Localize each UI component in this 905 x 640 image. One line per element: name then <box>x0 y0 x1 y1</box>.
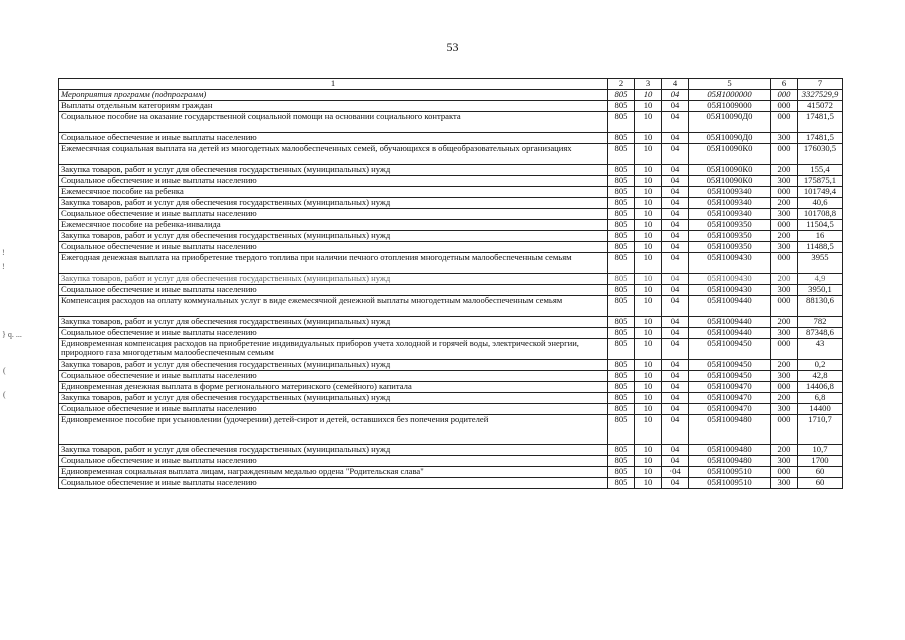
table-row <box>59 445 843 456</box>
code-expense-type-cell: 300 <box>771 328 798 339</box>
amount-cell: 60 <box>798 478 843 489</box>
code-expense-type-cell: 200 <box>771 360 798 371</box>
item-name-cell: Закупка товаров, работ и услуг для обеспечения государственных (муниципальных) нужд <box>59 317 608 328</box>
code-section-cell: 10 <box>635 144 662 165</box>
code-expense-type-cell: 300 <box>771 456 798 467</box>
code-admin-cell: 805 <box>608 253 635 274</box>
code-subsection-cell: 04 <box>662 90 689 101</box>
item-name-cell: Социальное обеспечение и иные выплаты населению <box>59 242 608 253</box>
code-target-cell: 05Я1000000 <box>689 90 771 101</box>
code-section-cell: 10 <box>635 360 662 371</box>
code-target-cell: 05Я1009440 <box>689 317 771 328</box>
code-admin-cell: 805 <box>608 101 635 112</box>
amount-cell: 42,8 <box>798 371 843 382</box>
code-admin-cell: 805 <box>608 478 635 489</box>
code-expense-type-cell: 300 <box>771 209 798 220</box>
table-row <box>59 317 843 328</box>
amount-cell: 101749,4 <box>798 187 843 198</box>
code-admin-cell: 805 <box>608 296 635 317</box>
header-cell: 1 <box>59 79 608 90</box>
item-name-cell: Закупка товаров, работ и услуг для обеспечения государственных (муниципальных) нужд <box>59 231 608 242</box>
code-expense-type-cell: 200 <box>771 393 798 404</box>
code-admin-cell: 805 <box>608 317 635 328</box>
code-admin-cell: 805 <box>608 360 635 371</box>
amount-cell: 11488,5 <box>798 242 843 253</box>
item-name-cell: Единовременное пособие при усыновлении (удочерении) детей-сирот и детей, оставшихся без попечения родителей <box>59 415 608 445</box>
item-name-cell: Социальное обеспечение и иные выплаты населению <box>59 176 608 187</box>
amount-cell: 176030,5 <box>798 144 843 165</box>
code-expense-type-cell: 000 <box>771 220 798 231</box>
table-row <box>59 90 843 101</box>
code-subsection-cell: 04 <box>662 165 689 176</box>
code-expense-type-cell: 000 <box>771 187 798 198</box>
amount-cell: 14406,8 <box>798 382 843 393</box>
item-name-cell: Социальное обеспечение и иные выплаты населению <box>59 404 608 415</box>
code-section-cell: 10 <box>635 404 662 415</box>
code-expense-type-cell: 000 <box>771 101 798 112</box>
code-expense-type-cell: 000 <box>771 296 798 317</box>
code-subsection-cell: 04 <box>662 317 689 328</box>
item-name-cell: Закупка товаров, работ и услуг для обеспечения государственных (муниципальных) нужд <box>59 360 608 371</box>
code-section-cell: 10 <box>635 187 662 198</box>
code-target-cell: 05Я1009350 <box>689 242 771 253</box>
code-section-cell: 10 <box>635 220 662 231</box>
code-subsection-cell: 04 <box>662 339 689 360</box>
code-admin-cell: 805 <box>608 198 635 209</box>
code-admin-cell: 805 <box>608 176 635 187</box>
code-expense-type-cell: 200 <box>771 198 798 209</box>
item-name-cell: Социальное обеспечение и иные выплаты населению <box>59 328 608 339</box>
table-row <box>59 467 843 478</box>
item-name-cell: Закупка товаров, работ и услуг для обеспечения государственных (муниципальных) нужд <box>59 393 608 404</box>
code-expense-type-cell: 000 <box>771 253 798 274</box>
code-subsection-cell: 04 <box>662 456 689 467</box>
code-subsection-cell: 04 <box>662 198 689 209</box>
code-subsection-cell: 04 <box>662 328 689 339</box>
code-expense-type-cell: 300 <box>771 242 798 253</box>
code-subsection-cell: 04 <box>662 133 689 144</box>
code-target-cell: 05Я1009350 <box>689 231 771 242</box>
code-section-cell: 10 <box>635 456 662 467</box>
code-admin-cell: 805 <box>608 242 635 253</box>
code-expense-type-cell: 000 <box>771 112 798 133</box>
code-subsection-cell: 04 <box>662 296 689 317</box>
code-section-cell: 10 <box>635 339 662 360</box>
code-section-cell: 10 <box>635 253 662 274</box>
code-target-cell: 05Я10090К0 <box>689 176 771 187</box>
code-target-cell: 05Я1009430 <box>689 285 771 296</box>
amount-cell: 43 <box>798 339 843 360</box>
table-header-row <box>59 79 843 90</box>
item-name-cell: Выплаты отдельным категориям граждан <box>59 101 608 112</box>
margin-mark: ( <box>3 366 6 375</box>
code-section-cell: 10 <box>635 328 662 339</box>
header-cell: 3 <box>635 79 662 90</box>
code-target-cell: 05Я1009450 <box>689 360 771 371</box>
item-name-cell: Единовременная компенсация расходов на приобретение индивидуальных приборов учета холодной и горячей воды, электрической энергии, природного газа многодетным малообеспеченным семьям <box>59 339 608 360</box>
code-target-cell: 05Я1009480 <box>689 445 771 456</box>
code-target-cell: 05Я1009510 <box>689 467 771 478</box>
code-section-cell: 10 <box>635 209 662 220</box>
header-cell: 7 <box>798 79 843 90</box>
amount-cell: 3327529,9 <box>798 90 843 101</box>
amount-cell: 60 <box>798 467 843 478</box>
code-target-cell: 05Я1009440 <box>689 328 771 339</box>
code-subsection-cell: 04 <box>662 242 689 253</box>
code-expense-type-cell: 300 <box>771 133 798 144</box>
item-name-cell: Единовременная денежная выплата в форме регионального материнского (семейного) капитала <box>59 382 608 393</box>
code-section-cell: 10 <box>635 285 662 296</box>
code-expense-type-cell: 000 <box>771 382 798 393</box>
table-row <box>59 198 843 209</box>
margin-mark: ! <box>2 248 5 257</box>
table-row <box>59 404 843 415</box>
code-expense-type-cell: 200 <box>771 165 798 176</box>
item-name-cell: Социальное обеспечение и иные выплаты населению <box>59 456 608 467</box>
code-section-cell: 10 <box>635 317 662 328</box>
code-section-cell: 10 <box>635 478 662 489</box>
amount-cell: 0,2 <box>798 360 843 371</box>
amount-cell: 11504,5 <box>798 220 843 231</box>
item-name-cell: Социальное обеспечение и иные выплаты населению <box>59 285 608 296</box>
code-subsection-cell: 04 <box>662 371 689 382</box>
amount-cell: 155,4 <box>798 165 843 176</box>
table-row <box>59 144 843 165</box>
code-expense-type-cell: 300 <box>771 371 798 382</box>
code-target-cell: 05Я1009340 <box>689 209 771 220</box>
code-admin-cell: 805 <box>608 90 635 101</box>
code-admin-cell: 805 <box>608 220 635 231</box>
code-target-cell: 05Я1009450 <box>689 339 771 360</box>
code-target-cell: 05Я1009350 <box>689 220 771 231</box>
code-admin-cell: 805 <box>608 404 635 415</box>
code-target-cell: 05Я1009470 <box>689 393 771 404</box>
item-name-cell: Ежемесячное пособие на ребенка <box>59 187 608 198</box>
code-target-cell: 05Я1009450 <box>689 371 771 382</box>
table-row <box>59 393 843 404</box>
code-section-cell: 10 <box>635 242 662 253</box>
code-subsection-cell: 04 <box>662 187 689 198</box>
code-subsection-cell: 04 <box>662 176 689 187</box>
code-section-cell: 10 <box>635 445 662 456</box>
code-admin-cell: 805 <box>608 415 635 445</box>
table-row <box>59 253 843 274</box>
code-subsection-cell: 04 <box>662 404 689 415</box>
code-target-cell: 05Я1009480 <box>689 456 771 467</box>
code-expense-type-cell: 000 <box>771 415 798 445</box>
code-subsection-cell: 04 <box>662 360 689 371</box>
code-expense-type-cell: 300 <box>771 176 798 187</box>
code-section-cell: 10 <box>635 393 662 404</box>
code-expense-type-cell: 000 <box>771 339 798 360</box>
code-admin-cell: 805 <box>608 112 635 133</box>
table-row <box>59 220 843 231</box>
code-section-cell: 10 <box>635 415 662 445</box>
table-row <box>59 274 843 285</box>
amount-cell: 14400 <box>798 404 843 415</box>
code-admin-cell: 805 <box>608 165 635 176</box>
code-target-cell: 05Я1009430 <box>689 253 771 274</box>
code-subsection-cell: 04 <box>662 415 689 445</box>
code-target-cell: 05Я1009480 <box>689 415 771 445</box>
code-admin-cell: 805 <box>608 456 635 467</box>
table-row <box>59 456 843 467</box>
amount-cell: 17481,5 <box>798 133 843 144</box>
item-name-cell: Мероприятия программ (подпрограмм) <box>59 90 608 101</box>
code-subsection-cell: 04 <box>662 393 689 404</box>
table-row <box>59 478 843 489</box>
code-subsection-cell: 04 <box>662 101 689 112</box>
code-subsection-cell: 04 <box>662 445 689 456</box>
header-cell: 6 <box>771 79 798 90</box>
code-target-cell: 05Я10090Д0 <box>689 133 771 144</box>
code-subsection-cell: ·04 <box>662 467 689 478</box>
code-admin-cell: 805 <box>608 382 635 393</box>
code-expense-type-cell: 000 <box>771 144 798 165</box>
table-row <box>59 360 843 371</box>
table-row <box>59 112 843 133</box>
amount-cell: 782 <box>798 317 843 328</box>
code-admin-cell: 805 <box>608 285 635 296</box>
page-number: 53 <box>446 40 459 54</box>
item-name-cell: Социальное обеспечение и иные выплаты населению <box>59 133 608 144</box>
code-target-cell: 05Я10090К0 <box>689 144 771 165</box>
table-row <box>59 187 843 198</box>
amount-cell: 1700 <box>798 456 843 467</box>
table-row <box>59 328 843 339</box>
code-admin-cell: 805 <box>608 231 635 242</box>
table-row <box>59 415 843 445</box>
code-expense-type-cell: 300 <box>771 285 798 296</box>
code-target-cell: 05Я1009470 <box>689 382 771 393</box>
item-name-cell: Компенсация расходов на оплату коммунальных услуг в виде ежемесячной денежной выплаты многодетным малообеспеченным семьям <box>59 296 608 317</box>
item-name-cell: Социальное пособие на оказание государственной социальной помощи на основании социального контракта <box>59 112 608 133</box>
code-subsection-cell: 04 <box>662 274 689 285</box>
code-subsection-cell: 04 <box>662 478 689 489</box>
amount-cell: 17481,5 <box>798 112 843 133</box>
budget-table <box>58 78 843 489</box>
code-subsection-cell: 04 <box>662 220 689 231</box>
table-row <box>59 165 843 176</box>
table-row <box>59 339 843 360</box>
code-expense-type-cell: 200 <box>771 274 798 285</box>
code-target-cell: 05Я1009000 <box>689 101 771 112</box>
code-section-cell: 10 <box>635 467 662 478</box>
item-name-cell: Социальное обеспечение и иные выплаты населению <box>59 371 608 382</box>
code-expense-type-cell: 300 <box>771 404 798 415</box>
code-target-cell: 05Я1009430 <box>689 274 771 285</box>
item-name-cell: Единовременная социальная выплата лицам, награжденным медалью ордена "Родительская слава" <box>59 467 608 478</box>
table-row <box>59 101 843 112</box>
item-name-cell: Закупка товаров, работ и услуг для обеспечения государственных (муниципальных) нужд <box>59 445 608 456</box>
code-section-cell: 10 <box>635 101 662 112</box>
amount-cell: 88130,6 <box>798 296 843 317</box>
code-admin-cell: 805 <box>608 371 635 382</box>
code-expense-type-cell: 200 <box>771 445 798 456</box>
amount-cell: 415072 <box>798 101 843 112</box>
amount-cell: 3950,1 <box>798 285 843 296</box>
table-row <box>59 285 843 296</box>
code-admin-cell: 805 <box>608 393 635 404</box>
table-row <box>59 231 843 242</box>
code-admin-cell: 805 <box>608 467 635 478</box>
code-target-cell: 05Я10090Д0 <box>689 112 771 133</box>
margin-mark: ( <box>3 390 6 399</box>
code-target-cell: 05Я1009470 <box>689 404 771 415</box>
table-row <box>59 296 843 317</box>
code-section-cell: 10 <box>635 133 662 144</box>
table-row <box>59 209 843 220</box>
code-subsection-cell: 04 <box>662 382 689 393</box>
code-section-cell: 10 <box>635 112 662 133</box>
code-section-cell: 10 <box>635 165 662 176</box>
code-expense-type-cell: 200 <box>771 231 798 242</box>
item-name-cell: Ежемесячное пособие на ребенка-инвалида <box>59 220 608 231</box>
code-subsection-cell: 04 <box>662 209 689 220</box>
item-name-cell: Закупка товаров, работ и услуг для обеспечения государственных (муниципальных) нужд <box>59 198 608 209</box>
code-admin-cell: 805 <box>608 445 635 456</box>
code-target-cell: 05Я10090К0 <box>689 165 771 176</box>
amount-cell: 16 <box>798 231 843 242</box>
code-admin-cell: 805 <box>608 187 635 198</box>
item-name-cell: Закупка товаров, работ и услуг для обеспечения государственных (муниципальных) нужд <box>59 165 608 176</box>
table-row <box>59 382 843 393</box>
item-name-cell: Закупка товаров, работ и услуг для обеспечения государственных (муниципальных) нужд <box>59 274 608 285</box>
table-row <box>59 176 843 187</box>
code-target-cell: 05Я1009340 <box>689 187 771 198</box>
code-subsection-cell: 04 <box>662 112 689 133</box>
code-admin-cell: 805 <box>608 133 635 144</box>
code-subsection-cell: 04 <box>662 285 689 296</box>
code-expense-type-cell: 000 <box>771 467 798 478</box>
table-row <box>59 371 843 382</box>
code-section-cell: 10 <box>635 382 662 393</box>
code-section-cell: 10 <box>635 198 662 209</box>
table-row <box>59 242 843 253</box>
header-cell: 2 <box>608 79 635 90</box>
margin-mark: } q. ... <box>2 330 22 339</box>
item-name-cell: Ежегодная денежная выплата на приобретение твердого топлива при наличии печного отопления многодетным малообеспеченным семьям <box>59 253 608 274</box>
amount-cell: 101708,8 <box>798 209 843 220</box>
code-section-cell: 10 <box>635 371 662 382</box>
code-expense-type-cell: 300 <box>771 478 798 489</box>
table-row <box>59 133 843 144</box>
code-subsection-cell: 04 <box>662 231 689 242</box>
code-expense-type-cell: 200 <box>771 317 798 328</box>
amount-cell: 87348,6 <box>798 328 843 339</box>
header-cell: 5 <box>689 79 771 90</box>
amount-cell: 6,8 <box>798 393 843 404</box>
code-admin-cell: 805 <box>608 328 635 339</box>
amount-cell: 175875,1 <box>798 176 843 187</box>
code-admin-cell: 805 <box>608 339 635 360</box>
code-section-cell: 10 <box>635 274 662 285</box>
item-name-cell: Социальное обеспечение и иные выплаты населению <box>59 209 608 220</box>
code-section-cell: 10 <box>635 296 662 317</box>
amount-cell: 4,9 <box>798 274 843 285</box>
amount-cell: 3955 <box>798 253 843 274</box>
code-subsection-cell: 04 <box>662 144 689 165</box>
code-expense-type-cell: 000 <box>771 90 798 101</box>
amount-cell: 40,6 <box>798 198 843 209</box>
code-target-cell: 05Я1009440 <box>689 296 771 317</box>
code-section-cell: 10 <box>635 231 662 242</box>
code-section-cell: 10 <box>635 90 662 101</box>
code-target-cell: 05Я1009340 <box>689 198 771 209</box>
code-admin-cell: 805 <box>608 274 635 285</box>
code-admin-cell: 805 <box>608 209 635 220</box>
margin-mark: ! <box>2 262 5 271</box>
code-admin-cell: 805 <box>608 144 635 165</box>
amount-cell: 1710,7 <box>798 415 843 445</box>
code-subsection-cell: 04 <box>662 253 689 274</box>
code-section-cell: 10 <box>635 176 662 187</box>
amount-cell: 10,7 <box>798 445 843 456</box>
item-name-cell: Социальное обеспечение и иные выплаты населению <box>59 478 608 489</box>
header-cell: 4 <box>662 79 689 90</box>
item-name-cell: Ежемесячная социальная выплата на детей из многодетных малообеспеченных семей, обучающихся в общеобразовательных организациях <box>59 144 608 165</box>
code-target-cell: 05Я1009510 <box>689 478 771 489</box>
